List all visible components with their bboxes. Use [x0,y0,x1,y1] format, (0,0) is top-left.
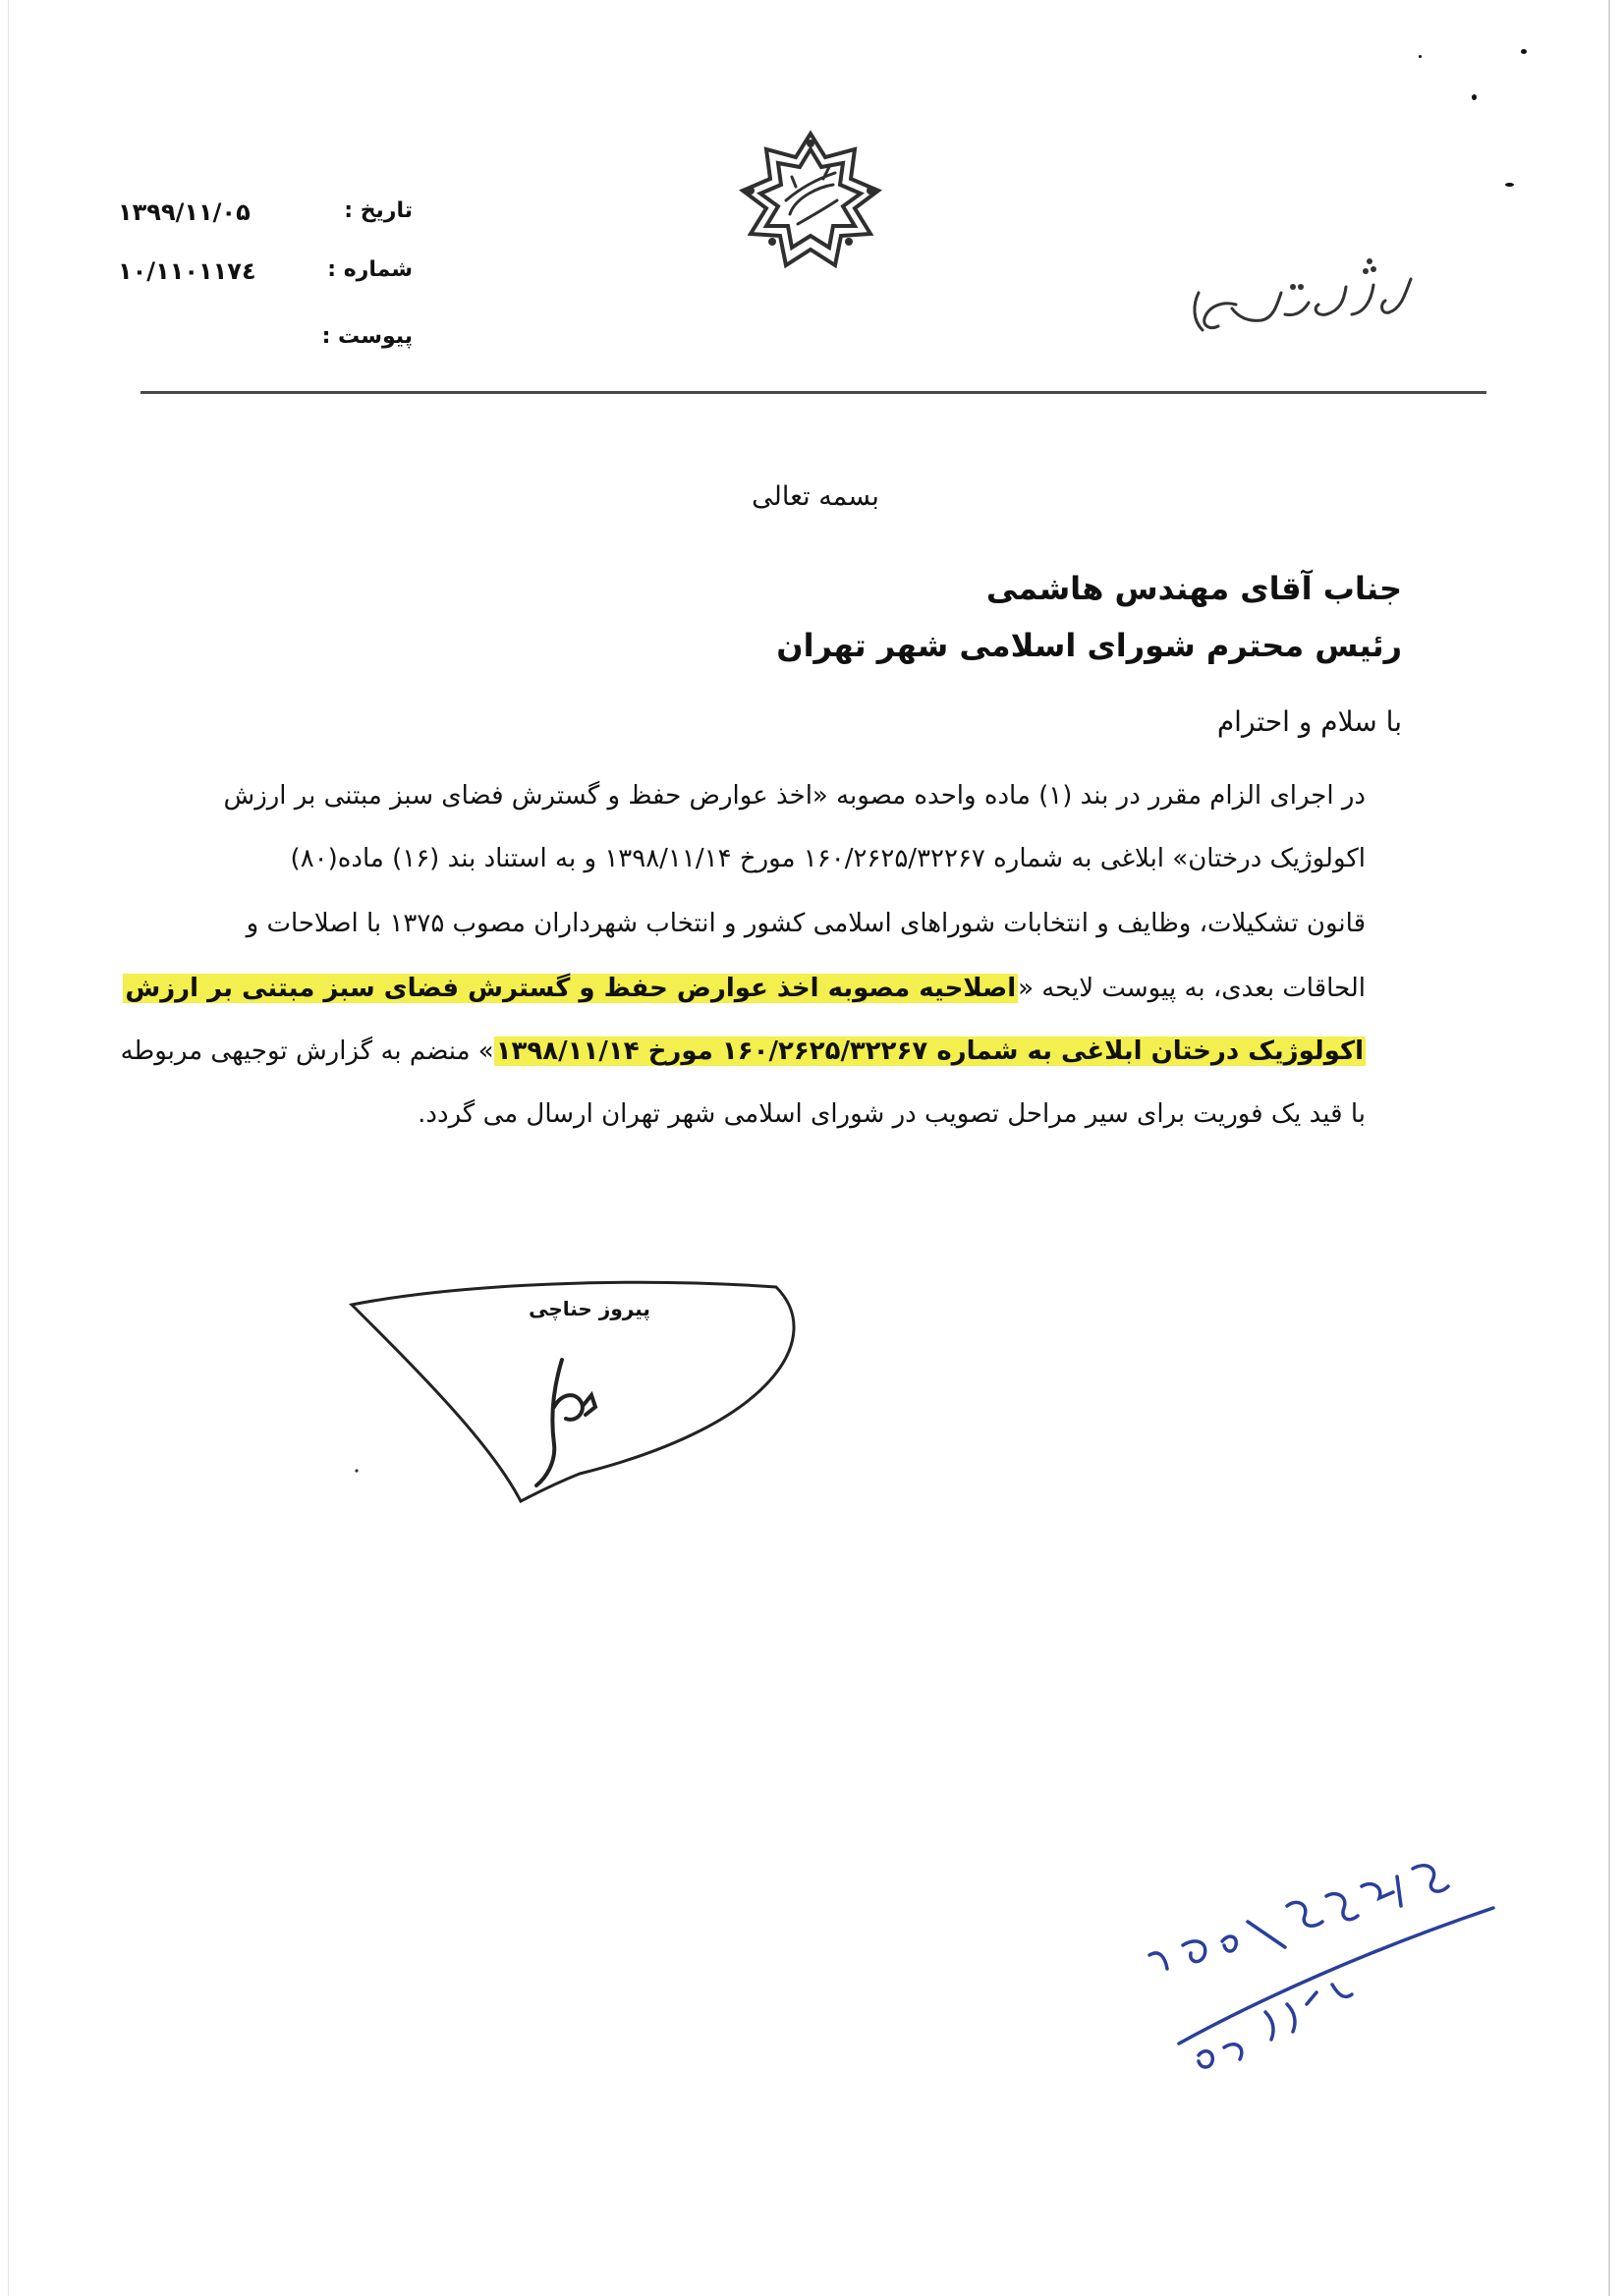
body-line-6: با قید یک فوریت برای سیر مراحل تصویب در شورای اسلامی شهر تهران ارسال می گردد. [418,1099,1366,1129]
body-line-5-suffix: » منضم به گزارش توجیهی مربوطه [120,1036,494,1066]
letter-meta [118,187,413,373]
scan-edge [1608,0,1610,2296]
greeting: با سلام و احترام [1216,705,1402,738]
number-value: ۱۰/۱۱۰۱۱۷٤ [118,257,256,285]
signatory-name: پیروز حناچی [529,1297,650,1320]
body-line-4-prefix: الحاقات بعدی، به پیوست لایحه « [1018,974,1366,1003]
handwritten-registration-note [1140,1847,1513,2102]
scan-speck [1505,183,1514,187]
invocation: بسمه تعالی [752,481,879,512]
addressee-name: جناب آقای مهندس هاشمی [985,570,1402,607]
body-line-2: اکولوژیک درختان» ابلاغی به شماره ۱۶۰/۲۶۲۵/۳۲۲۶۷ مورخ ۱۳۹۸/۱۱/۱۴ و به استناد بند (۱۶) ماده(۸۰) [290,844,1366,873]
logo-text: شهرداری تهران [727,128,734,129]
scan-speck [1521,49,1527,54]
body-line-4 [125,967,1366,1014]
date-label: تاریخ : [344,198,413,223]
scan-edge [8,0,9,2296]
scan-speck [1472,94,1477,100]
date-value: ۱۳۹۹/۱۱/۰۵ [118,198,251,226]
addressee-title: رئیس محترم شورای اسلامی شهر تهران [776,627,1402,664]
scan-speck [1419,55,1422,58]
attachment-row [118,324,413,364]
highlighted-bill-title-part-1: اصلاحیه مصوبه اخذ عوارض حفظ و گسترش فضای سبز مبتنی بر ارزش [125,974,1017,1003]
mayor-calligraphy-signature [1179,236,1434,344]
highlighted-bill-title-part-2: اکولوژیک درختان ابلاغی به شماره ۱۶۰/۲۶۲۵/۳۲۲۶۷ مورخ ۱۳۹۸/۱۱/۱۴ [495,1036,1364,1066]
date-row [118,198,413,238]
body-line-3: قانون تشکیلات، وظایف و انتخابات شوراهای اسلامی کشور و انتخاب شهرداران مصوب ۱۳۷۵ با اصلاحات و [246,909,1366,938]
attachment-label: پیوست : [321,324,413,349]
header-divider [140,391,1486,394]
body-line-5 [120,1030,1366,1077]
municipality-logo-icon [727,128,894,275]
body-line-1: در اجرای الزام مقرر در بند (۱) ماده واحده مصوبه «اخذ عوارض حفظ و گسترش فضای سبز مبتنی بر ارزش [223,781,1366,811]
number-row [118,257,413,297]
number-label: شماره : [327,257,413,282]
